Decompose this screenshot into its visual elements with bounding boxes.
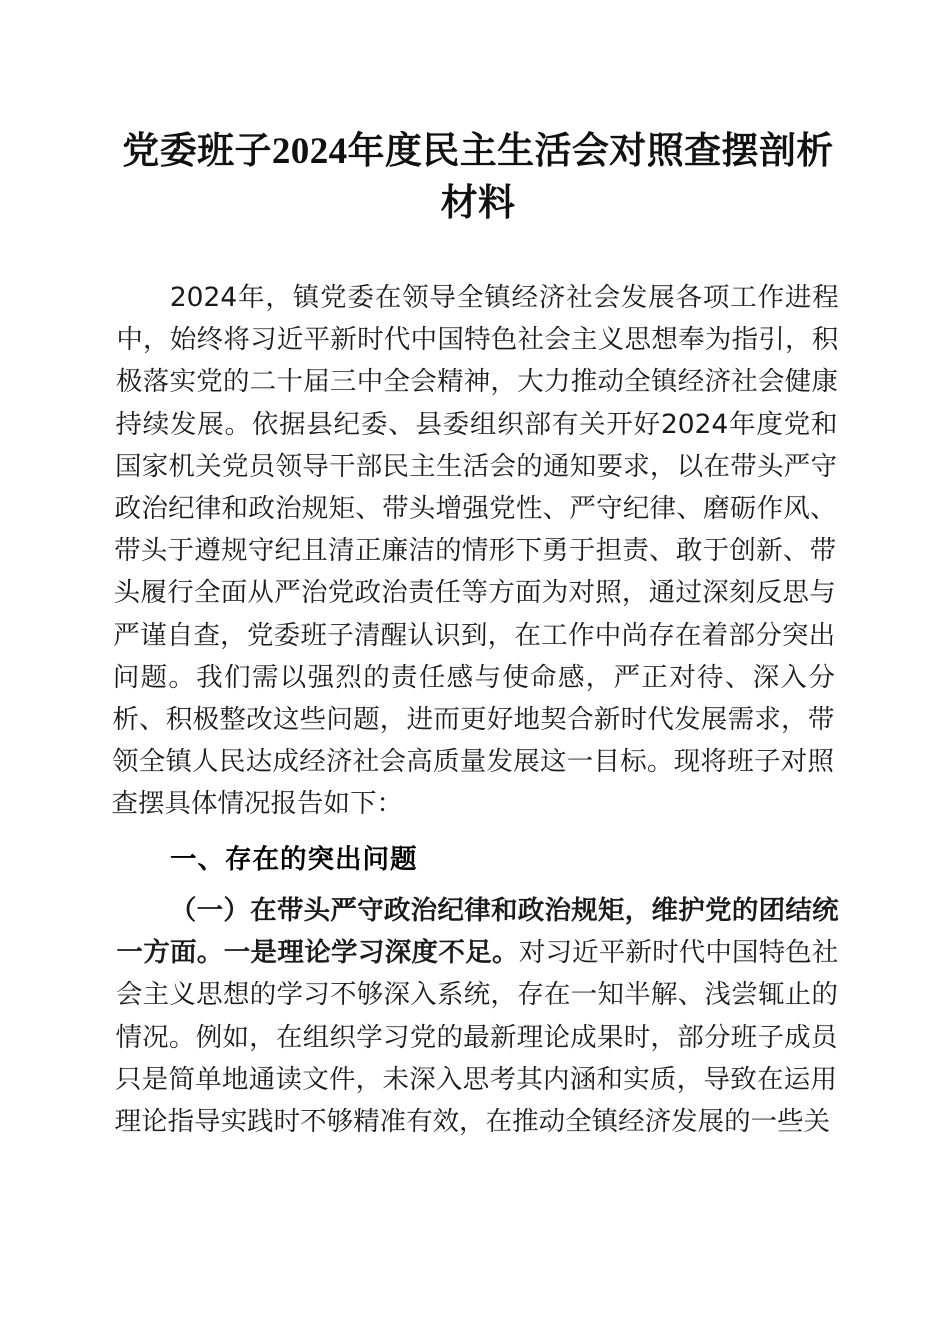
section-heading-existing-problems: 一、存在的突出问题 xyxy=(170,843,418,874)
body-paragraph-subsection-one xyxy=(114,890,839,1143)
subsection-body-text: 对习近平新时代中国特色社会主义思想的学习不够深入系统，存在一知半解、浅尝辄止的情况。例如，在组织学习党的最新理论成果时，部分班子成员只是简单地通读文件，未深入思考其内涵和实质，导致在运用理论指导实践时不够精准有效，在推动全镇经济发展的一些关 xyxy=(114,937,839,1137)
subsection-lead-bold: （一）在带头严守政治纪律和政治规矩，维护党的团结统一方面。一是理论学习深度不足。 xyxy=(116,894,839,969)
body-paragraph-intro: 2024年，镇党委在领导全镇经济社会发展各项工作进程中，始终将习近平新时代中国特色社会主义思想奉为指引，积极落实党的二十届三中全会精神，大力推动全镇经济社会健康持续发展。依据县纪委、县委组织部有关开好2024年度党和国家机关党员领导干部民主生活会的通知要求，以在带头严守政治纪律和政治规矩、带头增强党性、严守纪律、磨砺作风、带头于遵规守纪且清正廉洁的情形下勇于担责、敢于创新、带头履行全面从严治党政治责任等方面为对照，通过深刻反思与严谨自查，党委班子清醒认识到，在工作中尚存在着部分突出问题。我们需以强烈的责任感与使命感，严正对待、深入分析、积极整改这些问题，进而更好地契合新时代发展需求，带领全镇人民达成经济社会高质量发展这一目标。现将班子对照查摆具体情况报告如下： xyxy=(111,282,839,820)
document-content-column xyxy=(111,0,839,1143)
page-title: 党委班子2024年度民主生活会对照查摆剖析材料 xyxy=(122,131,834,224)
